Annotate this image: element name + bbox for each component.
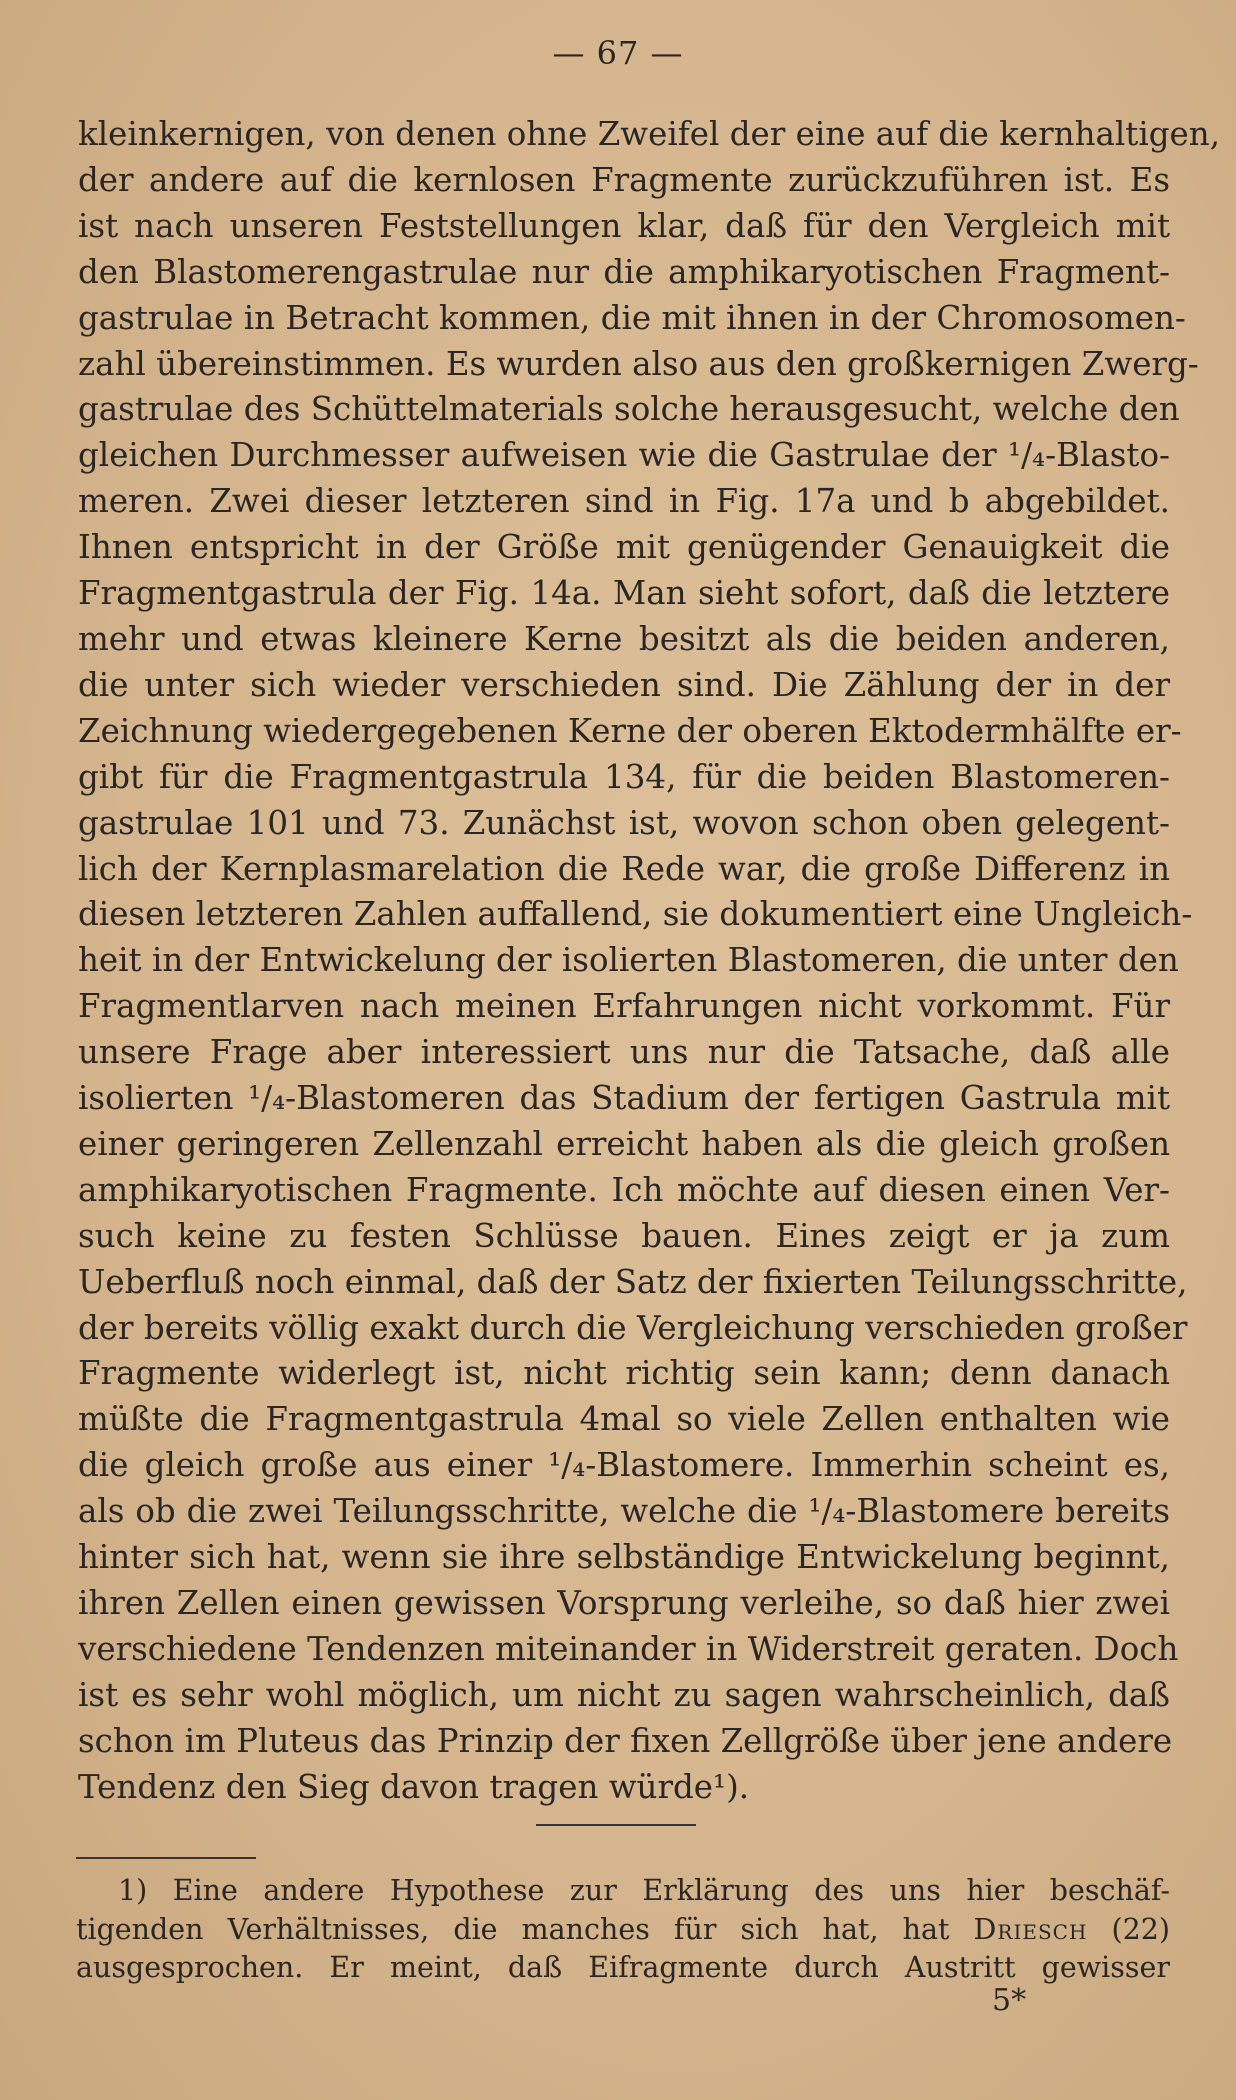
text-line: meren. Zwei dieser letzteren sind in Fig. 17a und b abgebildet. <box>78 482 1170 521</box>
text-line: Zeichnung wiedergegebenen Kerne der oberen Ektodermhälfte er- <box>78 711 1182 750</box>
footnote-divider <box>76 1857 256 1859</box>
text-line: Fragmentlarven nach meinen Erfahrungen nicht vorkommt. Für <box>78 987 1170 1026</box>
text-line: hinter sich hat, wenn sie ihre selbständige Entwickelung beginnt, <box>78 1538 1170 1577</box>
text-line: unsere Frage aber interessiert uns nur die Tatsache, daß alle <box>78 1033 1170 1072</box>
text-line: such keine zu festen Schlüsse bauen. Eines zeigt er ja zum <box>78 1216 1170 1255</box>
text-line: Ueberfluß noch einmal, daß der Satz der fixierten Teilungsschritte, <box>78 1262 1188 1301</box>
text-line: ihren Zellen einen gewissen Vorsprung verleihe, so daß hier zwei <box>78 1584 1170 1622</box>
text-line: verschiedene Tendenzen miteinander in Widerstreit geraten. Doch <box>78 1629 1179 1668</box>
text-line: den Blastomerengastrulae nur die amphikaryotischen Fragment- <box>78 252 1170 291</box>
text-line: als ob die zwei Teilungsschritte, welche die ¹/₄-Blastomere bereits <box>78 1492 1170 1531</box>
text-line: gibt für die Fragmentgastrula 134, für die beiden Blastomeren- <box>78 757 1170 796</box>
text-line: ist es sehr wohl möglich, um nicht zu sagen wahrscheinlich, daß <box>78 1675 1170 1714</box>
footnote-line: ausgesprochen. Er meint, daß Eifragmente durch Austritt gewisser <box>76 1951 1170 1984</box>
text-line: gastrulae des Schüttelmaterials solche herausgesucht, welche den <box>78 390 1180 429</box>
footnote-line: tigenden Verhältnisses, die manches für sich hat, hat Driesch (22) <box>76 1912 1170 1946</box>
text-line: diesen letzteren Zahlen auffallend, sie dokumentiert eine Ungleich- <box>78 895 1193 934</box>
text-line: isolierten ¹/₄-Blastomeren das Stadium der fertigen Gastrula mit <box>78 1079 1170 1118</box>
text-line: Ihnen entspricht in der Größe mit genügender Genauigkeit die <box>78 528 1170 567</box>
text-line: lich der Kernplasmarelation die Rede war, die große Differenz in <box>78 849 1170 888</box>
section-divider <box>536 1824 696 1826</box>
text-line: ist nach unseren Feststellungen klar, daß für den Vergleich mit <box>78 206 1170 245</box>
text-line: kleinkernigen, von denen ohne Zweifel der eine auf die kernhaltigen, <box>78 115 1221 153</box>
text-line: zahl übereinstimmen. Es wurden also aus den großkernigen Zwerg- <box>78 344 1199 383</box>
text-line: gastrulae 101 und 73. Zunächst ist, wovon schon oben gelegent- <box>78 803 1170 842</box>
text-line: mehr und etwas kleinere Kerne besitzt als die beiden anderen, <box>78 619 1170 658</box>
text-line: die unter sich wieder verschieden sind. Die Zählung der in der <box>78 665 1170 704</box>
text-line: schon im Pluteus das Prinzip der fixen Zellgröße über jene andere <box>78 1721 1173 1760</box>
footnote <box>76 1872 1170 1988</box>
text-line: gleichen Durchmesser aufweisen wie die Gastrulae der ¹/₄-Blasto- <box>78 436 1170 475</box>
text-line: Tendenz den Sieg davon tragen würde¹). <box>78 1767 750 1806</box>
footnote-line: 1) Eine andere Hypothese zur Erklärung des uns hier beschäf- <box>118 1874 1170 1907</box>
text-line: die gleich große aus einer ¹/₄-Blastomere. Immerhin scheint es, <box>78 1446 1170 1485</box>
signature-mark: 5* <box>992 1983 1027 2018</box>
text-line: Fragmentgastrula der Fig. 14a. Man sieht sofort, daß die letztere <box>78 574 1170 613</box>
text-line: amphikaryotischen Fragmente. Ich möchte auf diesen einen Ver- <box>78 1170 1170 1209</box>
text-line: Fragmente widerlegt ist, nicht richtig sein kann; denn danach <box>78 1354 1170 1393</box>
text-line: müßte die Fragmentgastrula 4mal so viele Zellen enthalten wie <box>78 1400 1170 1439</box>
text-line: der andere auf die kernlosen Fragmente zurückzuführen ist. Es <box>78 160 1170 199</box>
body-text <box>78 112 1221 1811</box>
text-line: der bereits völlig exakt durch die Vergleichung verschieden großer <box>78 1308 1188 1347</box>
author-name: Driesch <box>973 1912 1088 1946</box>
text-line: heit in der Entwickelung der isolierten Blastomeren, die unter den <box>78 941 1179 980</box>
text-line: gastrulae in Betracht kommen, die mit ihnen in der Chromosomen- <box>78 298 1186 337</box>
page-number: — 67 — <box>552 34 684 72</box>
text-line: einer geringeren Zellenzahl erreicht haben als die gleich großen <box>78 1124 1170 1163</box>
